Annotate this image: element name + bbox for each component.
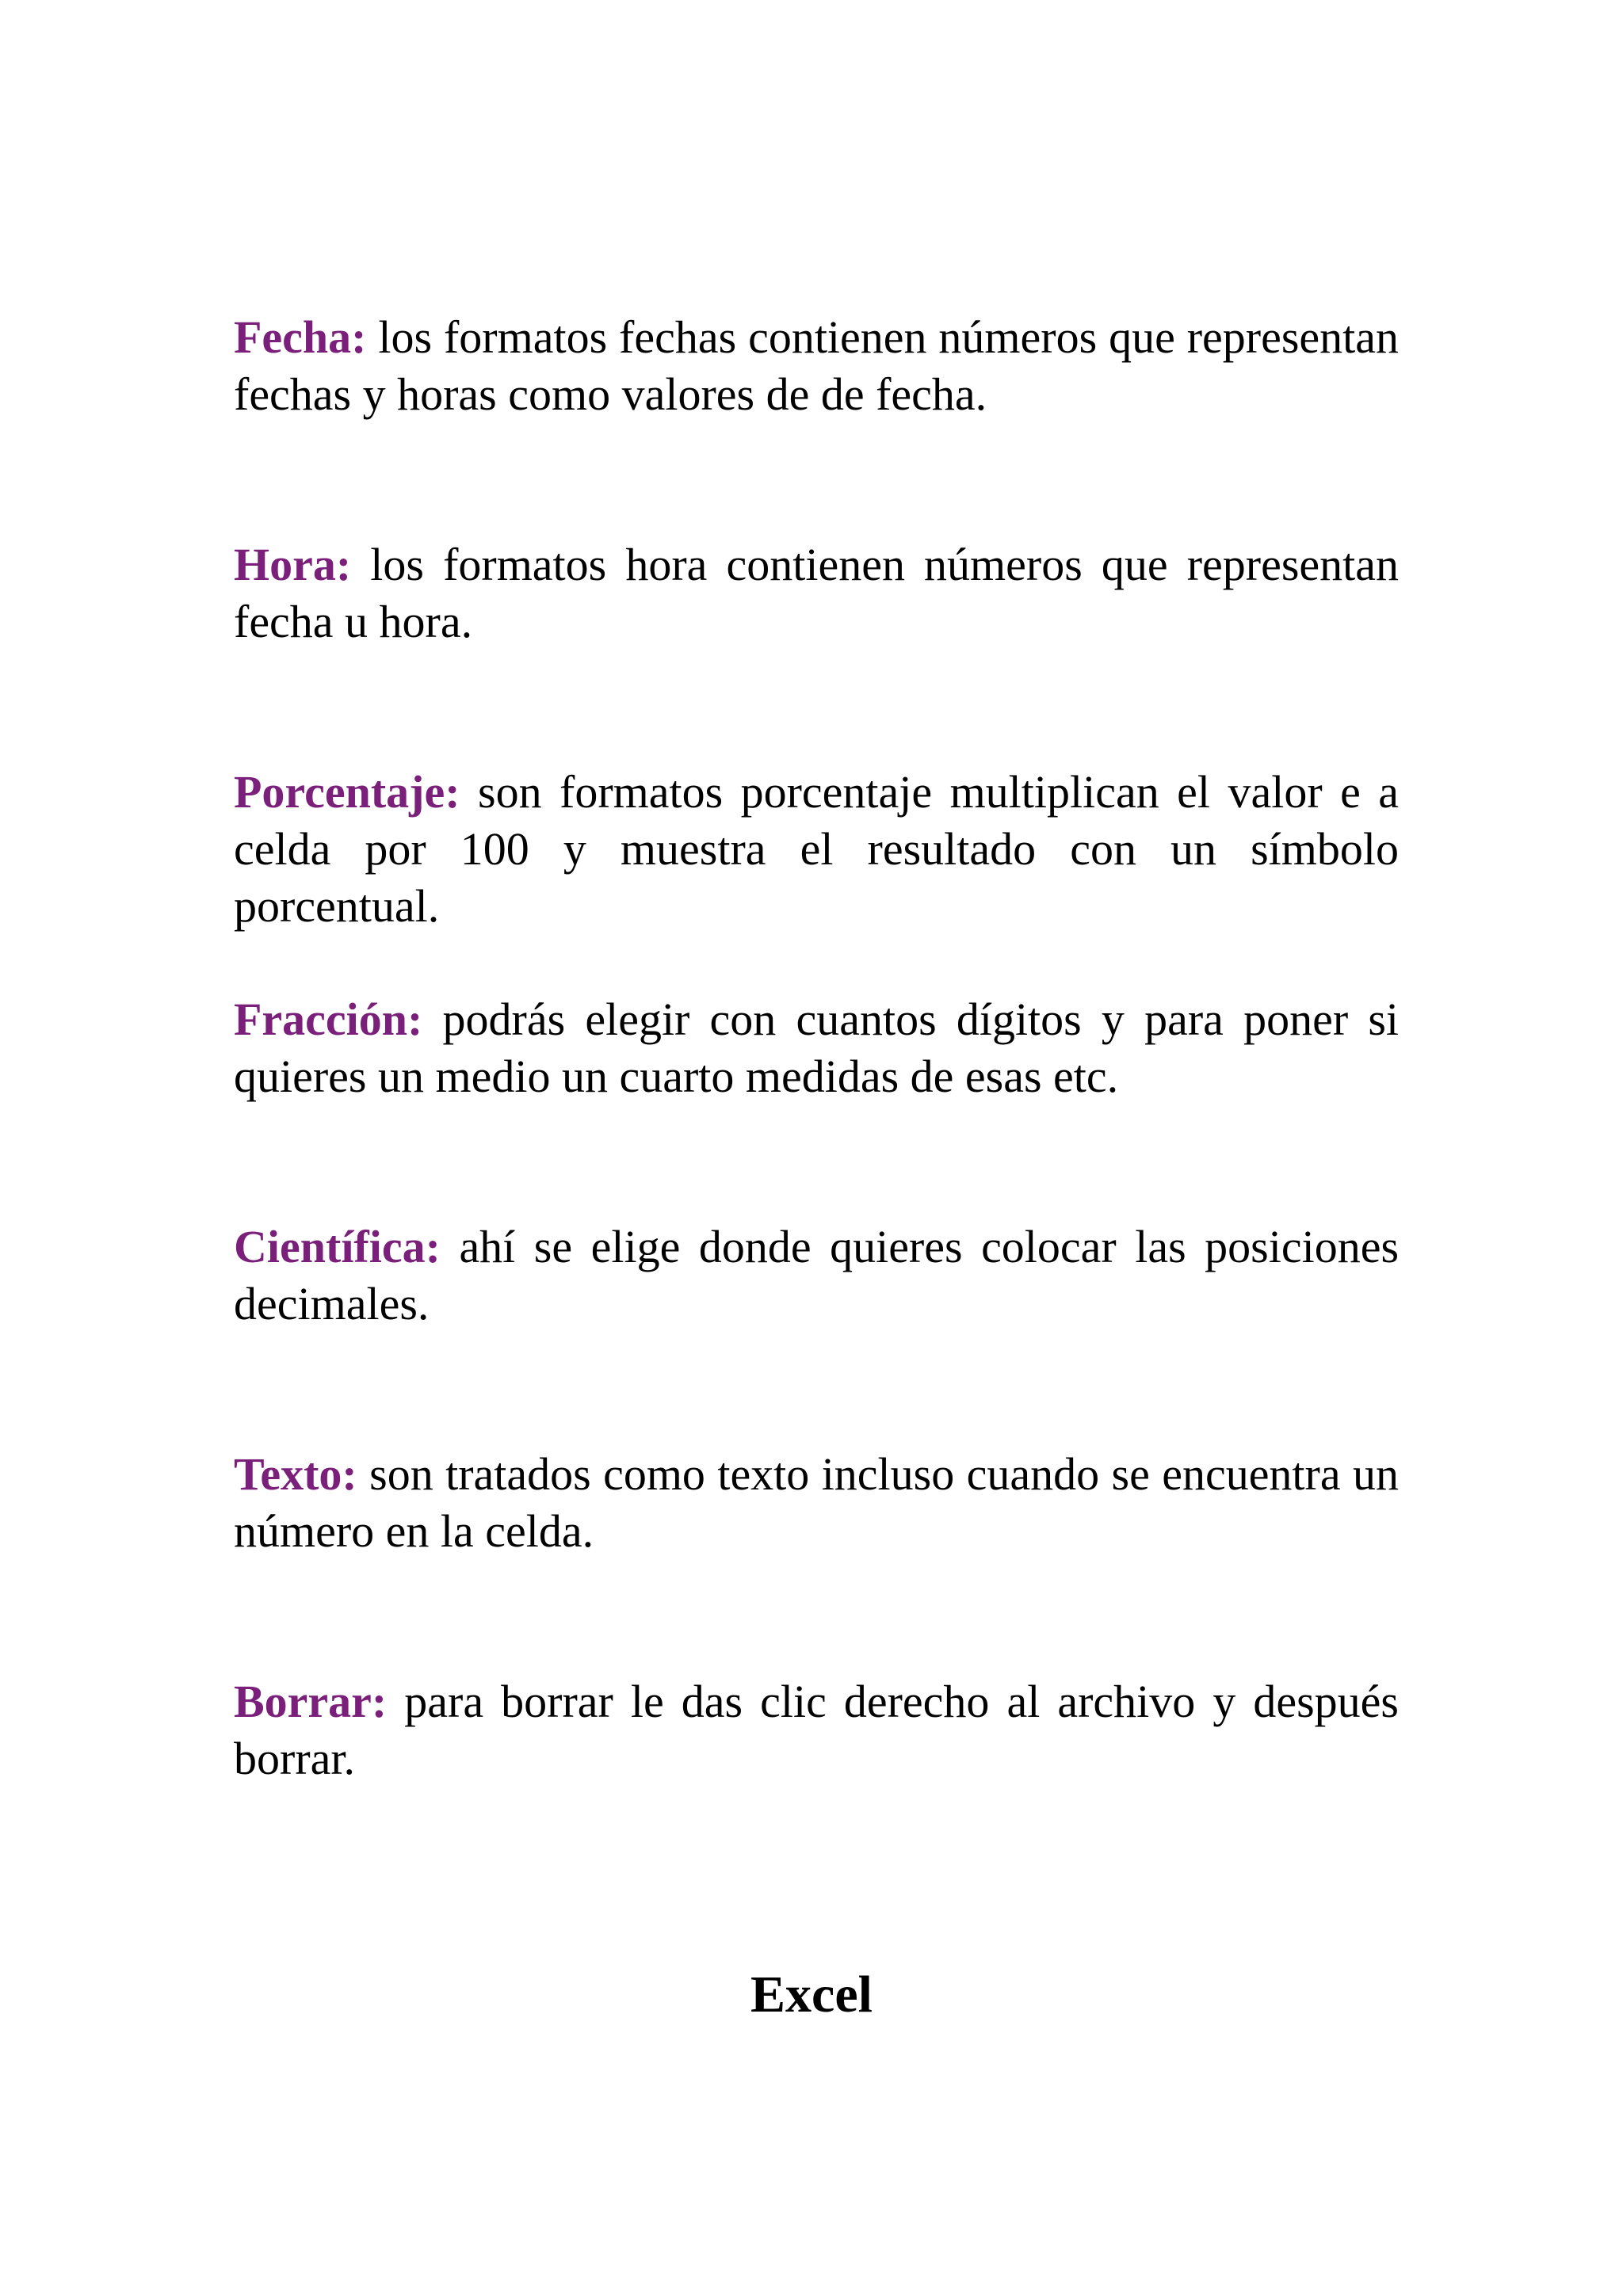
entry-porcentaje [234,764,1399,935]
term-label: Fracción: [234,994,423,1045]
entry-text: los formatos fechas contienen números que representan fechas y horas como valores de de fecha. [234,311,1399,420]
term-label: Borrar: [234,1676,388,1727]
entry-text: son tratados como texto incluso cuando se encuentra un número en la celda. [234,1448,1399,1557]
term-label: Porcentaje: [234,766,460,818]
term-label: Hora: [234,539,352,590]
entry-text: ahí se elige donde quieres colocar las posiciones decimales. [234,1221,1400,1329]
entry-text: podrás elegir con cuantos dígitos y para poner si quieres un medio un cuarto medidas de esas etc. [234,994,1400,1102]
entry-texto [234,1446,1399,1560]
entry-text: los formatos hora contienen números que representan fecha u hora. [234,539,1400,647]
entry-text: son formatos porcentaje multiplican el valor e a celda por 100 y muestra el resultado con un símbolo porcentual. [234,766,1399,932]
entry-hora [234,536,1399,650]
term-label: Fecha: [234,311,367,363]
footer-title: Excel [750,1966,873,2023]
entry-fraccion [234,991,1399,1105]
term-label: Texto: [234,1448,357,1500]
entry-text: para borrar le das clic derecho al archivo y después borrar. [234,1676,1399,1784]
entry-borrar [234,1673,1399,1787]
entry-fecha [234,309,1399,423]
term-label: Científica: [234,1221,441,1272]
entry-cientifica [234,1219,1399,1333]
